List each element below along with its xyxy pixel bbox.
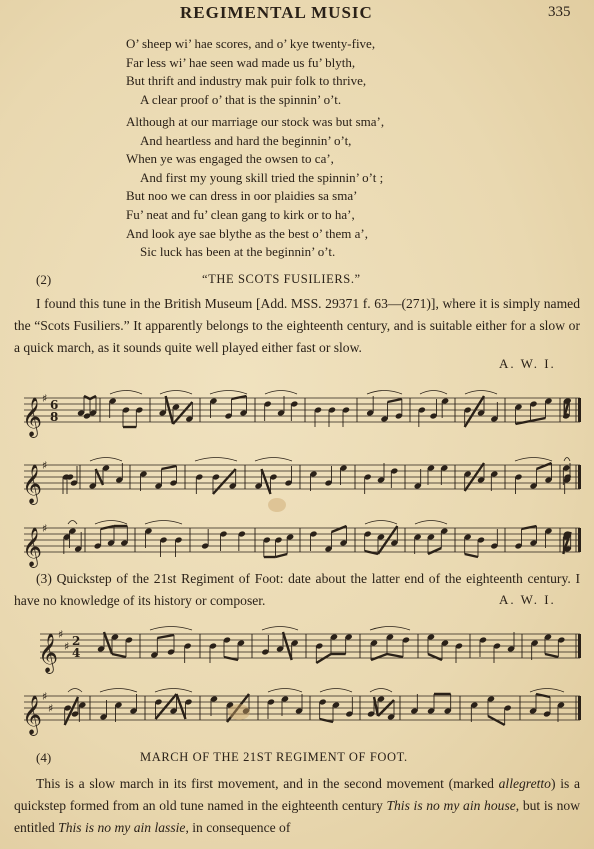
slur: [415, 521, 447, 525]
note-beam: [177, 694, 186, 719]
sharp-icon: ♯: [48, 702, 54, 715]
slur: [265, 391, 297, 395]
verse-line: When ye was engaged the owsen to ca’,: [126, 151, 334, 167]
sharp-icon: ♯: [64, 640, 70, 653]
slur: [420, 391, 447, 395]
paper-stain: [268, 498, 286, 512]
slur: [210, 391, 247, 395]
slur: [370, 689, 392, 693]
section-title: MARCH OF THE 21ST REGIMENT OF FOOT.: [140, 750, 408, 764]
note-beam: [320, 719, 333, 722]
verse-line: Far less wi’ hae seen wad made us fu’ blyth,: [126, 54, 356, 70]
paper-stain: [228, 704, 250, 720]
note-beam: [65, 697, 78, 725]
slur: [530, 689, 564, 693]
sharp-icon: ♯: [58, 628, 64, 641]
sharp-icon: ♯: [42, 690, 48, 703]
note-beam: [232, 396, 247, 399]
verse-line: A clear proof o’ that is the spinnin’ o’t.: [140, 91, 342, 107]
slur: [155, 689, 192, 693]
note-beam: [371, 654, 387, 660]
text-run: , but is now entitled: [14, 798, 581, 835]
verse-line: And heartless and hard the beginnin’ o’t,: [140, 132, 352, 148]
note-beam: [213, 469, 236, 494]
time-signature-top: 6: [50, 398, 59, 412]
italic-title: This is no my ain lassie: [58, 820, 186, 835]
note-beam: [531, 418, 546, 421]
text-run: This is a slow march in its first movement, and in the second movement (marked: [36, 776, 494, 791]
slur: [160, 391, 192, 395]
author-initials: A. W. I.: [499, 356, 556, 371]
note-beam: [156, 694, 177, 719]
section-title: “THE SCOTS FUSILIERS.”: [202, 272, 361, 286]
slur: [110, 391, 142, 395]
section-number: (4): [36, 750, 52, 765]
note-beam: [428, 654, 442, 660]
final-bar-thick: [578, 398, 581, 422]
verse-line: Although at our marriage our stock was but sma’,: [126, 114, 385, 129]
verse-stanza-2: [0, 113, 594, 262]
verse-line: O’ sheep wi’ hae scores, and o’ kye twenty-five,: [126, 36, 376, 51]
page-header-title: REGIMENTAL MUSIC: [180, 3, 373, 22]
time-signature-bottom: 8: [50, 410, 59, 424]
note-beam: [522, 526, 537, 529]
note-beam: [537, 463, 552, 469]
verse-line: And first my young skill tried the spinnin’ o’t ;: [140, 169, 384, 185]
paragraph-text: [14, 773, 580, 839]
final-bar-thick: [578, 465, 581, 489]
note-beam: [262, 469, 271, 494]
note-beam: [332, 526, 347, 532]
time-signature-top: 2: [72, 634, 81, 648]
slur: [365, 521, 397, 525]
note-beam: [374, 697, 378, 716]
music-staff-5: [0, 684, 594, 744]
note-beam: [84, 396, 90, 399]
page-number: 335: [548, 4, 571, 20]
slur: [150, 627, 192, 631]
text-run: , in consequence of: [185, 820, 291, 835]
verse-line: And look aye sae blythe as the best o’ them a’,: [126, 225, 368, 241]
note-beam: [545, 654, 558, 657]
slur: [268, 689, 302, 693]
section-number: (2): [36, 272, 52, 287]
note-beam: [388, 399, 402, 402]
author-initials: A. W. I.: [499, 592, 556, 607]
slur: [370, 627, 410, 631]
note-beam: [563, 551, 564, 554]
slur: [195, 458, 237, 462]
sharp-icon: ♯: [42, 392, 48, 405]
paragraph-text: I found this tune in the British Museum [Add. MSS. 29371 f. 63—(271)], where it is simply named the “Scots Fusiliers.” It apparently belongs to the eighteenth century, and is suitable either for a slow or a quick march, as it sounds quite well played either fast or slow.: [14, 296, 580, 355]
treble-clef-icon: 𝄞: [22, 397, 43, 437]
note-beam: [101, 526, 114, 529]
slur: [68, 689, 82, 693]
final-bar-thick: [578, 528, 581, 552]
music-staff-2: [0, 453, 594, 513]
note-beam: [365, 551, 378, 554]
note-beam: [112, 654, 126, 657]
paragraph-text: (3) Quickstep of the 21st Regiment of Foot: date about the latter end of the eighteenth century. I have no knowledge of its history or composer.: [14, 571, 580, 608]
text-run: ) is a quickstep formed from an old tune named in the eighteenth century: [14, 776, 580, 813]
running-header: [0, 3, 594, 25]
slur: [255, 458, 292, 462]
note-beam: [428, 548, 441, 554]
sharp-icon: ♯: [42, 459, 48, 472]
slur: [564, 458, 570, 462]
verse-line: Sic luck has been at the beginnin’ o’t.: [140, 244, 336, 260]
section-2-paragraph: [14, 293, 580, 359]
sharp-icon: ♯: [42, 522, 48, 535]
slur: [100, 689, 137, 693]
music-staff-4: [0, 622, 594, 682]
note-beam: [104, 632, 112, 654]
slur: [367, 391, 402, 395]
note-beam: [157, 635, 174, 638]
italic-title: This is no my ain house: [386, 798, 516, 813]
note-beam: [224, 657, 238, 660]
italic-term: allegretto: [498, 776, 551, 791]
treble-clef-icon: 𝄞: [38, 633, 59, 673]
slur: [90, 458, 122, 462]
verse-line: But noo we can dress in oor plaidies sa sma’: [126, 188, 358, 204]
note-beam: [162, 466, 177, 469]
note-beam: [90, 396, 96, 399]
final-bar-thick: [578, 696, 581, 720]
verse-stanza-1: [0, 35, 594, 109]
music-staff-1: [0, 386, 594, 446]
treble-clef-icon: 𝄞: [22, 464, 43, 504]
note-beam: [516, 421, 531, 424]
note-beam: [387, 654, 403, 657]
section-3-paragraph: [14, 568, 580, 612]
slur: [465, 391, 497, 395]
section-4-paragraph: [14, 773, 580, 839]
slur: [262, 627, 298, 631]
note-beam: [488, 716, 505, 725]
verse-line: Fu’ neat and fu’ clean gang to kirk or to ha’,: [126, 206, 355, 222]
note-beam: [536, 694, 550, 697]
slur: [95, 521, 127, 525]
slur: [515, 458, 552, 462]
note-beam: [276, 554, 288, 557]
slur: [320, 689, 352, 693]
treble-clef-icon: 𝄞: [22, 527, 43, 567]
final-bar-thick: [578, 634, 581, 658]
time-signature-bottom: 4: [72, 646, 81, 660]
note-beam: [316, 654, 331, 663]
slur: [145, 521, 182, 525]
music-staff-3: [0, 516, 594, 576]
note-beam: [465, 554, 478, 557]
treble-clef-icon: 𝄞: [22, 695, 43, 735]
verse-line: But thrift and industry mak puir folk to thrive,: [126, 73, 367, 89]
slur: [68, 521, 77, 525]
